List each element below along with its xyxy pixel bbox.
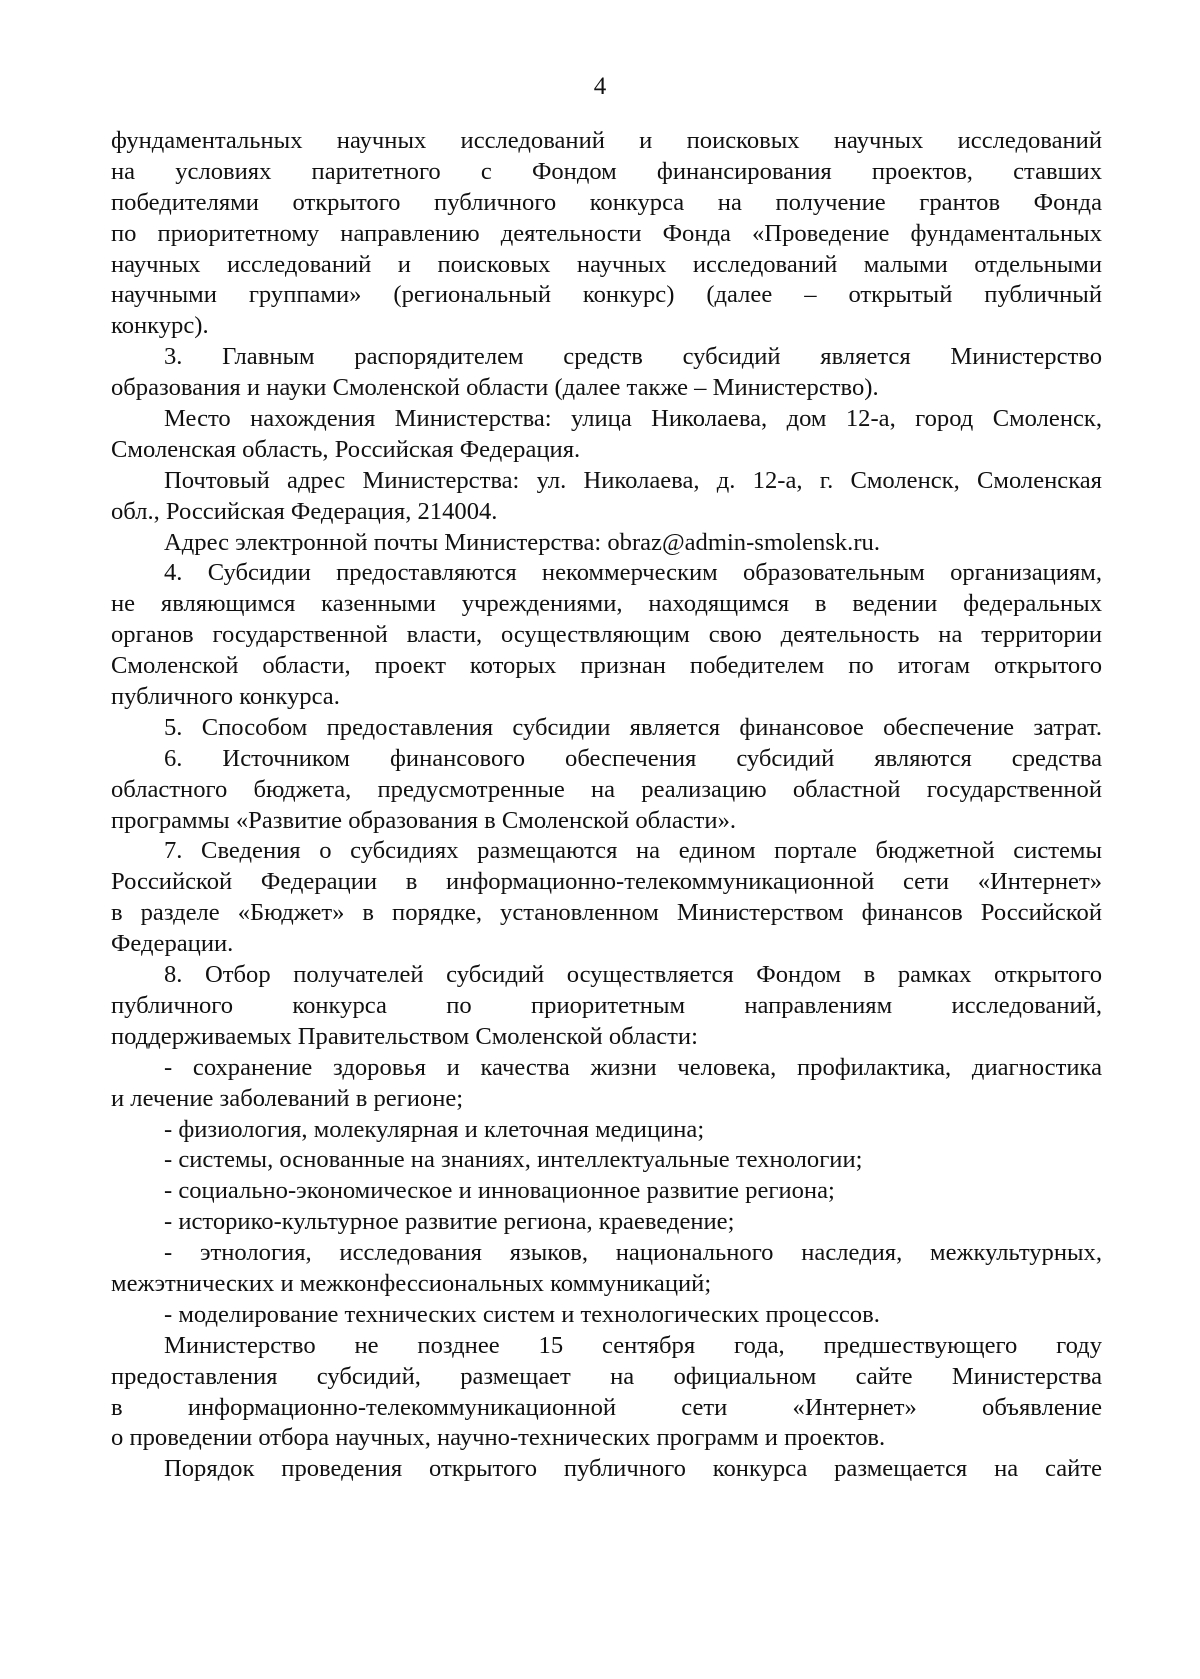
text-line: - сохранение здоровья и качества жизни человека, профилактика, диагностика bbox=[164, 1053, 1102, 1081]
text-line: - системы, основанные на знаниях, интеллектуальные технологии; bbox=[164, 1146, 863, 1174]
text-line: Смоленская область, Российская Федерация. bbox=[111, 435, 581, 463]
text-line: Министерство не позднее 15 сентября года, предшествующего году bbox=[164, 1331, 1102, 1359]
text-line: 6. Источником финансового обеспечения субсидий являются средства bbox=[164, 744, 1102, 772]
text-line: поддерживаемых Правительством Смоленской области: bbox=[111, 1022, 698, 1050]
text-line: Адрес электронной почты Министерства: obraz@admin-smolensk.ru. bbox=[164, 528, 880, 556]
text-line: не являющимся казенными учреждениями, находящимся в ведении федеральных bbox=[111, 590, 1102, 618]
page-number: 4 bbox=[593, 73, 607, 100]
text-line: конкурс). bbox=[111, 312, 209, 340]
text-line: по приоритетному направлению деятельности Фонда «Проведение фундаментальных bbox=[111, 219, 1102, 247]
text-line: победителями открытого публичного конкурса на получение грантов Фонда bbox=[111, 188, 1102, 216]
text-line: - историко-культурное развитие региона, краеведение; bbox=[164, 1208, 735, 1236]
text-line: публичного конкурса по приоритетным направлениям исследований, bbox=[111, 991, 1102, 1019]
text-line: 3. Главным распорядителем средств субсидий является Министерство bbox=[164, 343, 1102, 371]
text-line: научных исследований и поисковых научных исследований малыми отдельными bbox=[111, 250, 1102, 278]
text-line: Порядок проведения открытого публичного конкурса размещается на сайте bbox=[164, 1455, 1102, 1483]
text-line: Российской Федерации в информационно-телекоммуникационной сети «Интернет» bbox=[111, 868, 1102, 896]
text-line: программы «Развитие образования в Смоленской области». bbox=[111, 806, 737, 834]
text-line: - моделирование технических систем и технологических процессов. bbox=[164, 1300, 880, 1328]
text-line: Смоленской области, проект которых признан победителем по итогам открытого bbox=[111, 652, 1102, 680]
text-line: областного бюджета, предусмотренные на реализацию областной государственной bbox=[111, 775, 1102, 803]
text-line: - социально-экономическое и инновационное развитие региона; bbox=[164, 1177, 835, 1205]
text-line: межэтнических и межконфессиональных коммуникаций; bbox=[111, 1269, 712, 1297]
text-line: публичного конкурса. bbox=[111, 683, 340, 711]
text-line: - этнология, исследования языков, национального наследия, межкультурных, bbox=[164, 1239, 1102, 1267]
text-line: Место нахождения Министерства: улица Николаева, дом 12-а, город Смоленск, bbox=[164, 405, 1102, 433]
text-line: Федерации. bbox=[111, 930, 234, 958]
text-line: в информационно-телекоммуникационной сети «Интернет» объявление bbox=[111, 1393, 1102, 1421]
text-line: органов государственной власти, осуществляющим свою деятельность на территории bbox=[111, 621, 1102, 649]
text-line: Почтовый адрес Министерства: ул. Николаева, д. 12-а, г. Смоленск, Смоленская bbox=[164, 466, 1102, 494]
text-line: 7. Сведения о субсидиях размещаются на едином портале бюджетной системы bbox=[164, 837, 1102, 865]
text-line: обл., Российская Федерация, 214004. bbox=[111, 497, 498, 525]
text-line: - физиология, молекулярная и клеточная медицина; bbox=[164, 1115, 705, 1143]
text-line: научными группами» (региональный конкурс) (далее – открытый публичный bbox=[111, 281, 1102, 309]
document-body bbox=[111, 126, 1102, 1485]
text-line: о проведении отбора научных, научно-технических программ и проектов. bbox=[111, 1424, 886, 1452]
text-line: 4. Субсидии предоставляются некоммерческим образовательным организациям, bbox=[164, 559, 1102, 587]
text-line: в разделе «Бюджет» в порядке, установленном Министерством финансов Российской bbox=[111, 899, 1102, 927]
text-line: предоставления субсидий, размещает на официальном сайте Министерства bbox=[111, 1362, 1102, 1390]
text-line: образования и науки Смоленской области (далее также – Министерство). bbox=[111, 374, 879, 402]
text-line: на условиях паритетного с Фондом финансирования проектов, ставших bbox=[111, 157, 1102, 185]
text-line: 8. Отбор получателей субсидий осуществляется Фондом в рамках открытого bbox=[164, 961, 1102, 989]
text-line: и лечение заболеваний в регионе; bbox=[111, 1084, 464, 1112]
text-line: фундаментальных научных исследований и поисковых научных исследований bbox=[111, 127, 1102, 154]
text-line: 5. Способом предоставления субсидии является финансовое обеспечение затрат. bbox=[164, 713, 1102, 741]
